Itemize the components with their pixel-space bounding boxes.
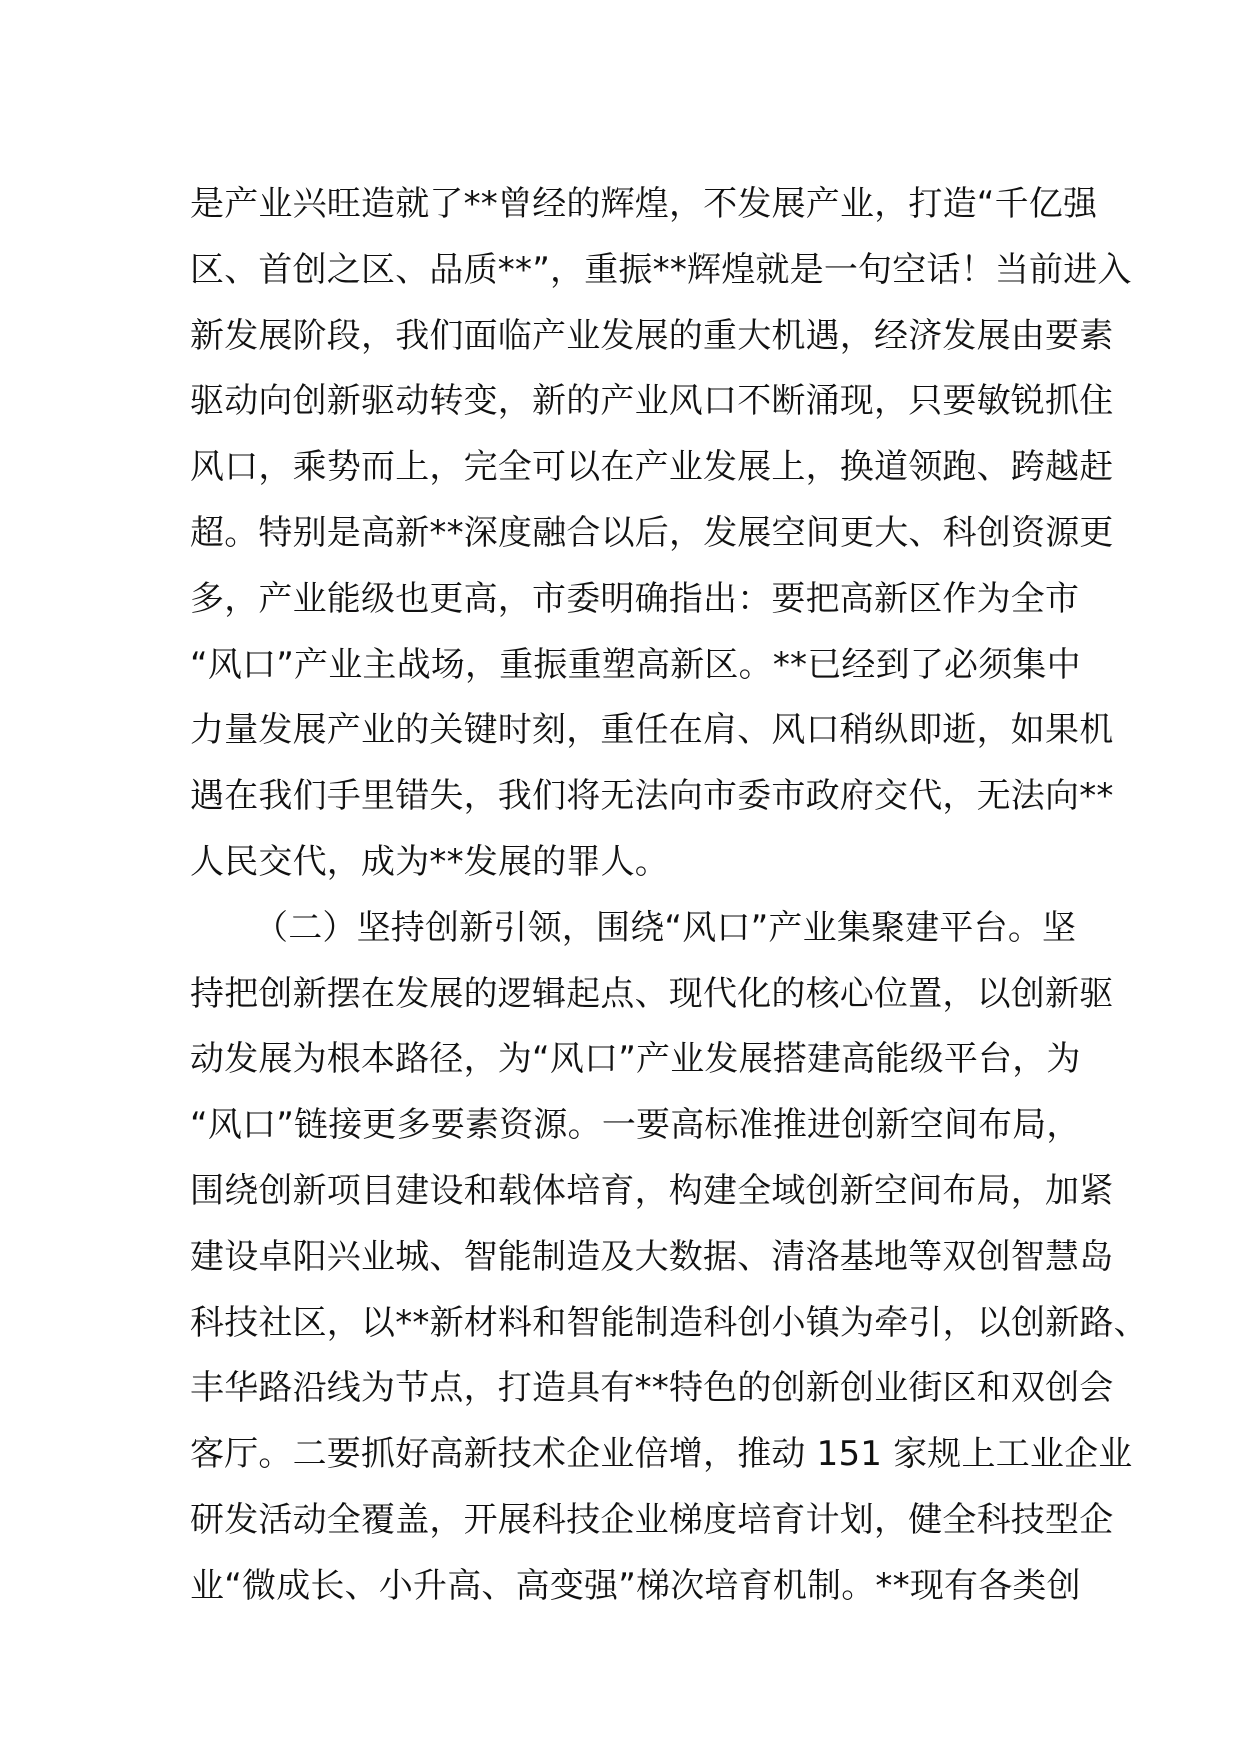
body-text: [190, 172, 1148, 1620]
text-line: 是产业兴旺造就了**曾经的辉煌，不发展产业，打造“千亿强: [190, 184, 1098, 224]
text-line: “风口”产业主战场，重振重塑高新区。**已经到了必须集中: [190, 644, 1081, 685]
text-line: 建设卓阳兴业城、智能制造及大数据、清洛基地等双创智慧岛: [190, 1236, 1114, 1277]
text-line: 围绕创新项目建设和载体培育，构建全域创新空间布局，加紧: [190, 1170, 1114, 1211]
text-line: 持把创新摆在发展的逻辑起点、现代化的核心位置，以创新驱: [190, 973, 1114, 1014]
text-line: 新发展阶段，我们面临产业发展的重大机遇，经济发展由要素: [190, 315, 1114, 356]
text-line: 人民交代，成为**发展的罪人。: [190, 841, 669, 882]
text-line: 驱动向创新驱动转变，新的产业风口不断涌现，只要敏锐抓住: [190, 381, 1114, 422]
text-line: 遇在我们手里错失，我们将无法向市委市政府交代，无法向**: [190, 776, 1114, 817]
text-line: 丰华路沿线为节点，打造具有**特色的创新创业街区和双创会: [190, 1368, 1114, 1409]
text-line: 业“微成长、小升高、高变强”梯次培育机制。**现有各类创: [190, 1565, 1081, 1606]
text-line: 研发活动全覆盖，开展科技企业梯度培育计划，健全科技型企: [190, 1499, 1114, 1540]
text-line: 区、首创之区、品质**”，重振**辉煌就是一句空话！当前进入: [190, 249, 1132, 290]
text-line: 科技社区，以**新材料和智能制造科创小镇为牵引，以创新路、: [190, 1302, 1148, 1343]
text-line: 风口，乘势而上，完全可以在产业发展上，换道领跑、跨越赶: [190, 447, 1114, 488]
text-line: 力量发展产业的关键时刻，重任在肩、风口稍纵即逝，如果机: [190, 710, 1114, 751]
text-line: 客厅。二要抓好高新技术企业倍增，推动 151 家规上工业企业: [190, 1434, 1133, 1475]
text-line: 多，产业能级也更高，市委明确指出：要把高新区作为全市: [190, 578, 1080, 619]
text-line: 超。特别是高新**深度融合以后，发展空间更大、科创资源更: [190, 512, 1114, 553]
text-line: 动发展为根本路径，为“风口”产业发展搭建高能级平台，为: [190, 1039, 1081, 1080]
text-line: “风口”链接更多要素资源。一要高标准推进创新空间布局，: [190, 1105, 1081, 1146]
section-heading-line: （二）坚持创新引领，围绕“风口”产业集聚建平台。坚: [254, 907, 1077, 948]
